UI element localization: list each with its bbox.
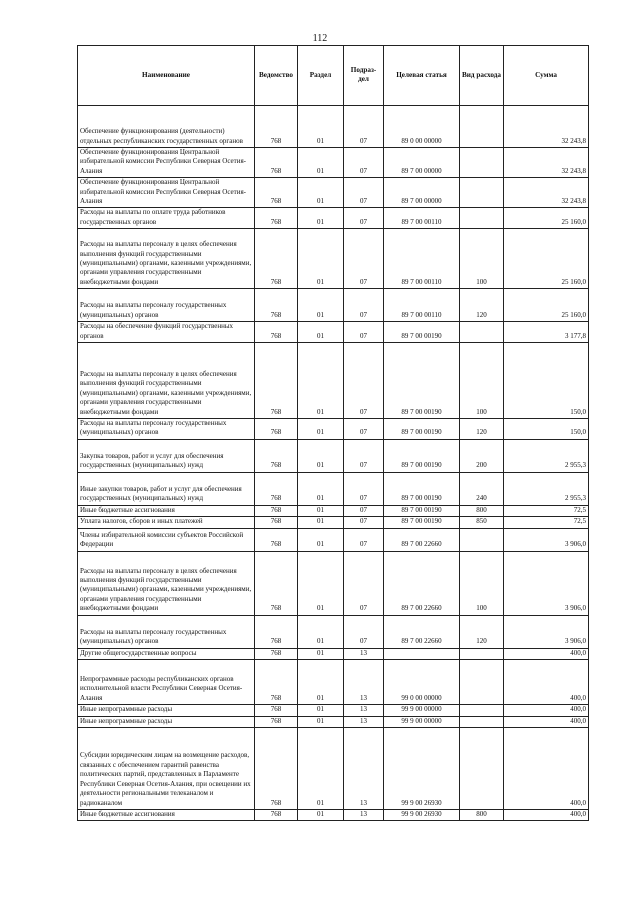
- header-statya: Целевая статья: [384, 46, 460, 106]
- cell-vedomstvo: 768: [255, 716, 298, 727]
- cell-podrazdel: 07: [344, 528, 384, 551]
- cell-vid: 240: [460, 472, 504, 505]
- cell-vid: [460, 727, 504, 809]
- table-row: [78, 289, 589, 322]
- cell-razdel: 01: [298, 716, 344, 727]
- table-row: [78, 648, 589, 659]
- table-row: [78, 148, 589, 178]
- cell-vedomstvo: 768: [255, 439, 298, 472]
- cell-name: Расходы на выплаты персоналу государственных (муниципальных) органов: [78, 615, 255, 648]
- cell-podrazdel: 07: [344, 615, 384, 648]
- cell-vedomstvo: 768: [255, 505, 298, 516]
- page-number: 112: [312, 33, 328, 44]
- cell-name: Обеспечение функционирования Центральной избирательной комиссии Республики Северная Осетия-Алания: [78, 178, 255, 208]
- cell-statya: 89 7 00 00000: [384, 178, 460, 208]
- cell-name: Расходы на выплаты персоналу государственных (муниципальных) органов: [78, 289, 255, 322]
- cell-statya: 89 7 00 00190: [384, 505, 460, 516]
- cell-statya: 89 7 00 00190: [384, 419, 460, 440]
- table-row: [78, 343, 589, 419]
- cell-vid: [460, 148, 504, 178]
- table-row: [78, 472, 589, 505]
- cell-razdel: 01: [298, 322, 344, 343]
- cell-statya: 89 7 00 00190: [384, 517, 460, 528]
- cell-summa: 400,0: [504, 660, 589, 705]
- cell-razdel: 01: [298, 809, 344, 820]
- table-row: [78, 229, 589, 289]
- cell-podrazdel: 13: [344, 716, 384, 727]
- cell-summa: 25 160,0: [504, 289, 589, 322]
- cell-vedomstvo: 768: [255, 809, 298, 820]
- cell-statya: 89 7 00 00190: [384, 343, 460, 419]
- cell-razdel: 01: [298, 106, 344, 148]
- cell-summa: 32 243,8: [504, 178, 589, 208]
- cell-podrazdel: 07: [344, 229, 384, 289]
- cell-podrazdel: 07: [344, 208, 384, 229]
- cell-podrazdel: 07: [344, 472, 384, 505]
- cell-statya: 89 7 00 00000: [384, 148, 460, 178]
- cell-podrazdel: 13: [344, 660, 384, 705]
- cell-razdel: 01: [298, 705, 344, 716]
- table-row: [78, 322, 589, 343]
- table-row: [78, 705, 589, 716]
- cell-summa: 400,0: [504, 705, 589, 716]
- cell-summa: 32 243,8: [504, 148, 589, 178]
- table-row: [78, 809, 589, 820]
- cell-razdel: 01: [298, 419, 344, 440]
- cell-name: Обеспечение функционирования (деятельности) отдельных республиканских государственных органов: [78, 106, 255, 148]
- cell-vid: 100: [460, 551, 504, 615]
- cell-vid: 800: [460, 505, 504, 516]
- cell-vid: [460, 660, 504, 705]
- cell-statya: 99 9 00 00000: [384, 716, 460, 727]
- cell-statya: [384, 648, 460, 659]
- cell-vedomstvo: 768: [255, 208, 298, 229]
- cell-statya: 99 9 00 26930: [384, 727, 460, 809]
- cell-razdel: 01: [298, 439, 344, 472]
- header-podrazdel: Подраз-дел: [344, 46, 384, 106]
- cell-name: Расходы на выплаты персоналу в целях обеспечения выполнения функций государственными (муниципальными) органами, казенными учреждениями, органами управления государственными внебюджетными фондами: [78, 551, 255, 615]
- cell-name: Иные непрограммные расходы: [78, 705, 255, 716]
- table-row: [78, 615, 589, 648]
- cell-vid: [460, 705, 504, 716]
- cell-vedomstvo: 768: [255, 289, 298, 322]
- cell-statya: 89 7 00 00110: [384, 289, 460, 322]
- cell-statya: 89 7 00 22660: [384, 551, 460, 615]
- cell-razdel: 01: [298, 178, 344, 208]
- cell-vid: 120: [460, 615, 504, 648]
- cell-podrazdel: 13: [344, 705, 384, 716]
- table-row: [78, 106, 589, 148]
- header-summa: Сумма: [504, 46, 589, 106]
- cell-podrazdel: 07: [344, 419, 384, 440]
- cell-summa: 400,0: [504, 716, 589, 727]
- cell-statya: 89 0 00 00000: [384, 106, 460, 148]
- cell-podrazdel: 07: [344, 289, 384, 322]
- cell-name: Члены избирательной комиссии субъектов Российской Федерации: [78, 528, 255, 551]
- cell-name: Уплата налогов, сборов и иных платежей: [78, 517, 255, 528]
- cell-vid: [460, 208, 504, 229]
- cell-summa: 72,5: [504, 517, 589, 528]
- cell-podrazdel: 07: [344, 517, 384, 528]
- cell-summa: 3 906,0: [504, 551, 589, 615]
- cell-vid: 100: [460, 229, 504, 289]
- cell-summa: 25 160,0: [504, 229, 589, 289]
- cell-podrazdel: 13: [344, 809, 384, 820]
- cell-vid: [460, 322, 504, 343]
- cell-statya: 89 7 00 00190: [384, 472, 460, 505]
- cell-vedomstvo: 768: [255, 727, 298, 809]
- cell-razdel: 01: [298, 528, 344, 551]
- cell-vid: 200: [460, 439, 504, 472]
- cell-name: Расходы на выплаты по оплате труда работников государственных органов: [78, 208, 255, 229]
- table-row: [78, 660, 589, 705]
- cell-statya: 99 9 00 00000: [384, 705, 460, 716]
- cell-name: Закупка товаров, работ и услуг для обеспечения государственных (муниципальных) нужд: [78, 439, 255, 472]
- cell-razdel: 01: [298, 289, 344, 322]
- cell-vid: 100: [460, 343, 504, 419]
- table-row: [78, 178, 589, 208]
- cell-podrazdel: 07: [344, 505, 384, 516]
- cell-statya: 89 7 00 00190: [384, 439, 460, 472]
- cell-vid: 800: [460, 809, 504, 820]
- cell-summa: 150,0: [504, 419, 589, 440]
- cell-name: Обеспечение функционирования Центральной избирательной комиссии Республики Северная Осетия-Алания: [78, 148, 255, 178]
- cell-name: Непрограммные расходы республиканских органов исполнительной власти Республики Северная Осетия-Алания: [78, 660, 255, 705]
- cell-vedomstvo: 768: [255, 615, 298, 648]
- cell-razdel: 01: [298, 517, 344, 528]
- cell-vedomstvo: 768: [255, 322, 298, 343]
- cell-statya: 89 7 00 00190: [384, 322, 460, 343]
- cell-razdel: 01: [298, 472, 344, 505]
- cell-razdel: 01: [298, 208, 344, 229]
- cell-razdel: 01: [298, 615, 344, 648]
- header-razdel: Раздел: [298, 46, 344, 106]
- header-vid: Вид расхода: [460, 46, 504, 106]
- cell-vedomstvo: 768: [255, 705, 298, 716]
- cell-vid: 850: [460, 517, 504, 528]
- cell-vid: [460, 178, 504, 208]
- table-row: [78, 439, 589, 472]
- cell-vedomstvo: 768: [255, 419, 298, 440]
- cell-razdel: 01: [298, 505, 344, 516]
- cell-vedomstvo: 768: [255, 551, 298, 615]
- cell-vid: [460, 648, 504, 659]
- cell-podrazdel: 13: [344, 727, 384, 809]
- cell-summa: 3 177,8: [504, 322, 589, 343]
- cell-summa: 2 955,3: [504, 472, 589, 505]
- cell-statya: 99 0 00 00000: [384, 660, 460, 705]
- budget-table: [77, 45, 589, 821]
- cell-statya: 89 7 00 22660: [384, 615, 460, 648]
- cell-podrazdel: 07: [344, 148, 384, 178]
- table-row: [78, 528, 589, 551]
- cell-vid: [460, 716, 504, 727]
- table-row: [78, 716, 589, 727]
- cell-razdel: 01: [298, 551, 344, 615]
- cell-name: Иные непрограммные расходы: [78, 716, 255, 727]
- cell-summa: 400,0: [504, 648, 589, 659]
- cell-name: Иные бюджетные ассигнования: [78, 809, 255, 820]
- cell-razdel: 01: [298, 648, 344, 659]
- cell-summa: 400,0: [504, 809, 589, 820]
- cell-summa: 3 906,0: [504, 615, 589, 648]
- cell-podrazdel: 07: [344, 106, 384, 148]
- cell-name: Другие общегосударственные вопросы: [78, 648, 255, 659]
- table-row: [78, 505, 589, 516]
- cell-vedomstvo: 768: [255, 660, 298, 705]
- cell-vid: [460, 106, 504, 148]
- cell-name: Иные закупки товаров, работ и услуг для обеспечения государственных (муниципальных) нужд: [78, 472, 255, 505]
- cell-vedomstvo: 768: [255, 343, 298, 419]
- cell-podrazdel: 07: [344, 551, 384, 615]
- cell-vedomstvo: 768: [255, 528, 298, 551]
- cell-summa: 2 955,3: [504, 439, 589, 472]
- cell-summa: 25 160,0: [504, 208, 589, 229]
- cell-vedomstvo: 768: [255, 148, 298, 178]
- cell-vedomstvo: 768: [255, 472, 298, 505]
- cell-statya: 89 7 00 00110: [384, 229, 460, 289]
- table-row: [78, 419, 589, 440]
- table-row: [78, 551, 589, 615]
- cell-vedomstvo: 768: [255, 648, 298, 659]
- cell-razdel: 01: [298, 343, 344, 419]
- header-name: Наименование: [78, 46, 255, 106]
- cell-razdel: 01: [298, 148, 344, 178]
- cell-podrazdel: 07: [344, 178, 384, 208]
- cell-vedomstvo: 768: [255, 517, 298, 528]
- cell-name: Расходы на обеспечение функций государственных органов: [78, 322, 255, 343]
- table-row: [78, 517, 589, 528]
- cell-statya: 99 9 00 26930: [384, 809, 460, 820]
- cell-vid: [460, 528, 504, 551]
- cell-summa: 150,0: [504, 343, 589, 419]
- cell-name: Расходы на выплаты персоналу государственных (муниципальных) органов: [78, 419, 255, 440]
- cell-summa: 3 906,0: [504, 528, 589, 551]
- cell-vedomstvo: 768: [255, 229, 298, 289]
- cell-statya: 89 7 00 22660: [384, 528, 460, 551]
- cell-vedomstvo: 768: [255, 178, 298, 208]
- cell-vid: 120: [460, 419, 504, 440]
- cell-summa: 72,5: [504, 505, 589, 516]
- header-row: [78, 46, 589, 106]
- header-vedomstvo: Ведомство: [255, 46, 298, 106]
- cell-summa: 32 243,8: [504, 106, 589, 148]
- cell-razdel: 01: [298, 660, 344, 705]
- cell-name: Субсидии юридическим лицам на возмещение расходов, связанных с обеспечением гарантий равенства политических партий, представленных в Парламенте Республики Северная Осетия-Алания, при освещении их деятельности региональными телеканалом и радиоканалом: [78, 727, 255, 809]
- cell-name: Расходы на выплаты персоналу в целях обеспечения выполнения функций государственными (муниципальными) органами, казенными учреждениями, органами управления государственными внебюджетными фондами: [78, 229, 255, 289]
- cell-podrazdel: 07: [344, 439, 384, 472]
- cell-name: Иные бюджетные ассигнования: [78, 505, 255, 516]
- cell-podrazdel: 07: [344, 343, 384, 419]
- table-row: [78, 208, 589, 229]
- cell-razdel: 01: [298, 229, 344, 289]
- table-row: [78, 727, 589, 809]
- cell-podrazdel: 07: [344, 322, 384, 343]
- cell-vid: 120: [460, 289, 504, 322]
- cell-vedomstvo: 768: [255, 106, 298, 148]
- cell-name: Расходы на выплаты персоналу в целях обеспечения выполнения функций государственными (муниципальными) органами, казенными учреждениями, органами управления государственными внебюджетными фондами: [78, 343, 255, 419]
- cell-podrazdel: 13: [344, 648, 384, 659]
- cell-summa: 400,0: [504, 727, 589, 809]
- cell-statya: 89 7 00 00110: [384, 208, 460, 229]
- cell-razdel: 01: [298, 727, 344, 809]
